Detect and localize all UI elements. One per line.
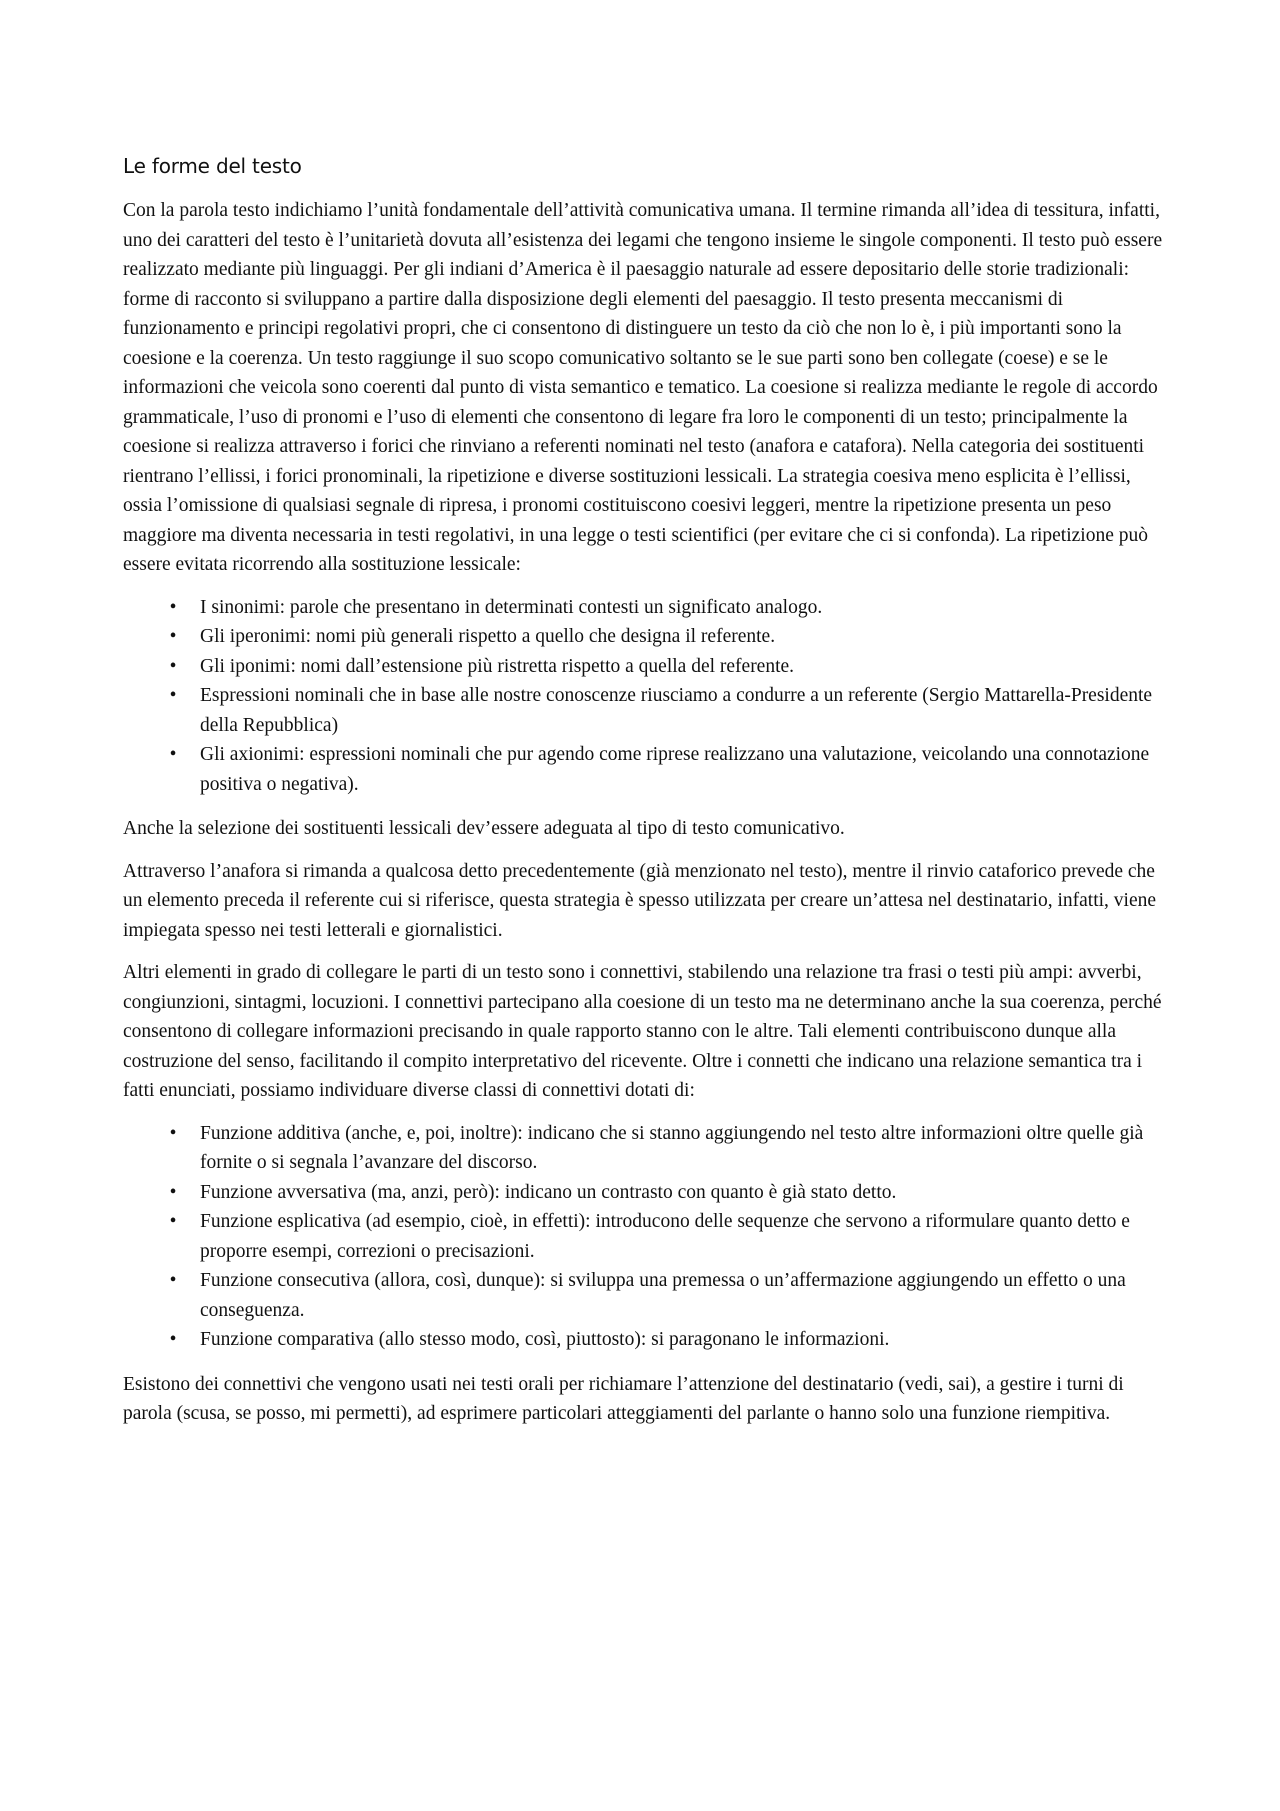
list-item	[123, 652, 1173, 682]
bullet-icon: •	[169, 655, 177, 677]
list-item	[123, 681, 1173, 740]
list-item	[123, 622, 1173, 652]
list-item-text: Funzione avversativa (ma, anzi, però): indicano un contrasto con quanto è già stato detto.	[200, 1181, 897, 1203]
document-page	[123, 152, 1173, 1442]
bullet-icon: •	[169, 1270, 177, 1291]
list-item	[123, 1325, 1173, 1355]
list-item-text: Gli iponimi: nomi dall’estensione più ristretta rispetto a quella del referente.	[200, 655, 795, 677]
bullet-icon: •	[169, 1181, 177, 1203]
list-item	[123, 1207, 1173, 1266]
bullet-icon: •	[169, 1329, 177, 1350]
connectives-paragraph: Altri elementi in grado di collegare le parti di un testo sono i connettivi, stabilendo una relazione tra frasi o testi più ampi: avverbi, congiunzioni, sintagmi, locuzioni. I connettivi partecipano alla coesione di un testo ma ne determinano anche la sua coerenza, perché consentono di collegare informazioni precisando in quale rapporto stanno con le altre. Tali elementi contribuiscono dunque alla costruzione del senso, facilitando il compito interpretativo del ricevente. Oltre i connetti che indicano una relazione semantica tra i fatti enunciati, possiamo individuare diverse classi di connettivi dotati di:	[123, 962, 1162, 1101]
document-title: Le forme del testo	[123, 154, 302, 178]
connective-functions-list	[123, 1119, 1173, 1355]
list-item-text: Funzione comparativa (allo stesso modo, così, piuttosto): si paragonano le informazioni.	[200, 1329, 890, 1350]
list-item-text: Funzione additiva (anche, e, poi, inoltre): indicano che si stanno aggiungendo nel testo altre informazioni oltre quelle già fornite o si segnala l’avanzare del discorso.	[200, 1122, 1144, 1173]
bullet-icon: •	[169, 744, 177, 765]
lexical-selection-paragraph: Anche la selezione dei sostituenti lessicali dev’essere adeguata al tipo di testo comunicativo.	[123, 818, 845, 839]
bullet-icon: •	[169, 1122, 177, 1144]
list-item-text: I sinonimi: parole che presentano in determinati contesti un significato analogo.	[200, 596, 823, 618]
oral-connectives-paragraph: Esistono dei connettivi che vengono usati nei testi orali per richiamare l’attenzione del destinatario (vedi, sai), a gestire i turni di parola (scusa, se posso, mi permetti), ad esprimere particolari atteggiamenti del parlante o hanno solo una funzione riempitiva.	[123, 1373, 1124, 1424]
list-item-text: Funzione esplicativa (ad esempio, cioè, in effetti): introducono delle sequenze che servono a riformulare quanto detto e proporre esempi, correzioni o precisazioni.	[200, 1211, 1130, 1262]
lexical-substitution-list	[123, 593, 1173, 800]
bullet-icon: •	[169, 596, 177, 618]
list-item-text: Gli axionimi: espressioni nominali che pur agendo come riprese realizzano una valutazione, veicolando una connotazione positiva o negativa).	[200, 744, 1150, 795]
list-item-text: Gli iperonimi: nomi più generali rispetto a quello che designa il referente.	[200, 626, 776, 647]
bullet-icon: •	[169, 685, 177, 706]
anaphora-paragraph: Attraverso l’anafora si rimanda a qualcosa detto precedentemente (già menzionato nel testo), mentre il rinvio cataforico prevede che un elemento preceda il referente cui si riferisce, questa strategia è spesso utilizzata per creare un’attesa nel destinatario, infatti, viene impiegata spesso nei testi letterali e giornalistici.	[123, 860, 1157, 941]
bullet-icon: •	[169, 626, 177, 647]
list-item	[123, 740, 1173, 799]
bullet-icon: •	[169, 1211, 177, 1232]
list-item-text: Espressioni nominali che in base alle nostre conoscenze riusciamo a condurre a un referente (Sergio Mattarella-Presidente della Repubblica)	[200, 685, 1153, 736]
list-item	[123, 1266, 1173, 1325]
list-item	[123, 593, 1173, 623]
list-item-text: Funzione consecutiva (allora, così, dunque): si sviluppa una premessa o un’affermazione aggiungendo un effetto o una conseguenza.	[200, 1270, 1126, 1321]
list-item	[123, 1119, 1173, 1178]
list-item	[123, 1178, 1173, 1208]
intro-paragraph: Con la parola testo indichiamo l’unità fondamentale dell’attività comunicativa umana. Il termine rimanda all’idea di tessitura, infatti, uno dei caratteri del testo è l’unitarietà dovuta all’esistenza dei legami che tengono insieme le singole componenti. Il testo può essere realizzato mediante più linguaggi. Per gli indiani d’America è il paesaggio naturale ad essere depositario delle storie tradizionali: forme di racconto si sviluppano a partire dalla disposizione degli elementi del paesaggio. Il testo presenta meccanismi di funzionamento e principi regolativi propri, che ci consentono di distinguere un testo da ciò che non lo è, i più importanti sono la coesione e la coerenza. Un testo raggiunge il suo scopo comunicativo soltanto se le sue parti sono ben collegate (coese) e se le informazioni che veicola sono coerenti dal punto di vista semantico e tematico. La coesione si realizza mediante le regole di accordo grammaticale, l’uso di pronomi e l’uso di elementi che consentono di legare fra loro le componenti di un testo; principalmente la coesione si realizza attraverso i forici che rinviano a referenti nominati nel testo (anafora e catafora). Nella categoria dei sostituenti rientrano l’ellissi, i forici pronominali, la ripetizione e diverse sostituzioni lessicali. La strategia coesiva meno esplicita è l’ellissi, ossia l’omissione di qualsiasi segnale di ripresa, i pronomi costituiscono coesivi leggeri, mentre la ripetizione presenta un peso maggiore ma diventa necessaria in testi regolativi, in una legge o testi scientifici (per evitare che ci si confonda). La ripetizione può essere evitata ricorrendo alla sostituzione lessicale:	[123, 200, 1163, 575]
